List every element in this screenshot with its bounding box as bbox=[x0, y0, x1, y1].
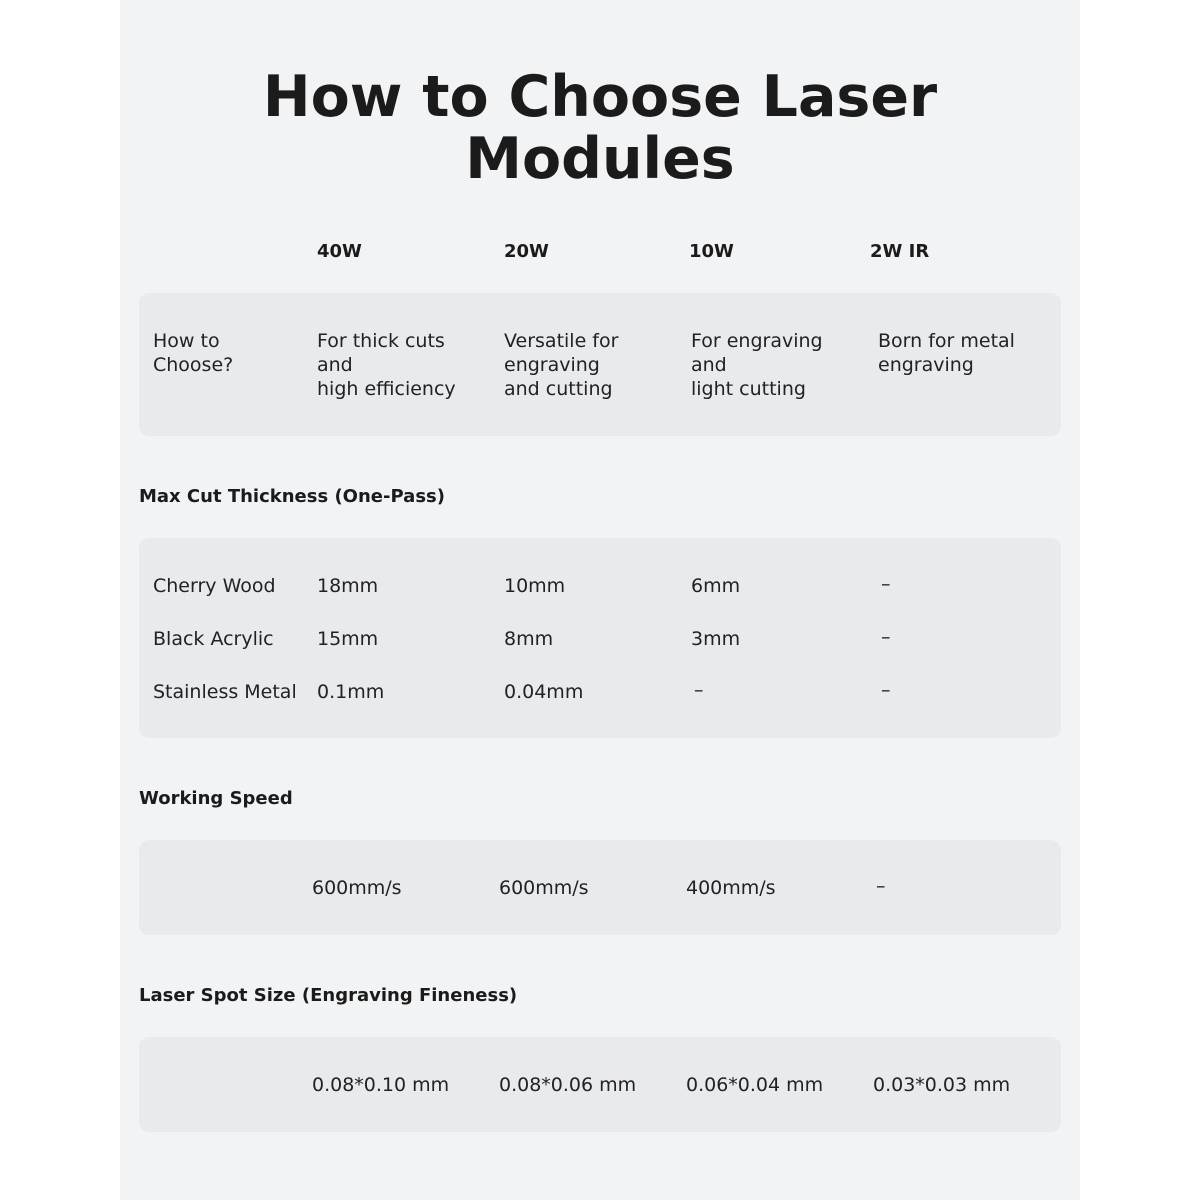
choose-2w-ir: Born for metal engraving bbox=[878, 330, 1015, 376]
section-title-cut-thickness: Max Cut Thickness (One-Pass) bbox=[139, 486, 445, 507]
working-speed-panel bbox=[139, 840, 1061, 935]
choose-20w: Versatile for engraving and cutting bbox=[504, 330, 619, 400]
choose-panel bbox=[139, 293, 1061, 436]
title-line-2: Modules bbox=[465, 126, 735, 192]
spot-40w: 0.08*0.10 mm bbox=[312, 1074, 450, 1096]
choose-10w: For engraving and light cutting bbox=[691, 330, 823, 400]
section-title-working-speed: Working Speed bbox=[139, 788, 293, 809]
black-acrylic-2w-ir: – bbox=[881, 626, 891, 648]
speed-40w: 600mm/s bbox=[312, 877, 402, 899]
column-header-40w: 40W bbox=[317, 241, 362, 262]
stainless-metal-10w: – bbox=[694, 679, 704, 701]
cherry-wood-2w-ir: – bbox=[881, 573, 891, 595]
page-title bbox=[120, 66, 1080, 190]
spot-20w: 0.08*0.06 mm bbox=[499, 1074, 637, 1096]
stainless-metal-20w: 0.04mm bbox=[504, 681, 584, 703]
column-header-10w: 10W bbox=[689, 241, 734, 262]
page bbox=[120, 0, 1080, 1200]
spot-2w-ir: 0.03*0.03 mm bbox=[873, 1074, 1011, 1096]
black-acrylic-10w: 3mm bbox=[691, 628, 741, 650]
stainless-metal-2w-ir: – bbox=[881, 679, 891, 701]
choose-label: How to Choose? bbox=[153, 330, 234, 376]
stainless-metal-40w: 0.1mm bbox=[317, 681, 385, 703]
speed-20w: 600mm/s bbox=[499, 877, 589, 899]
spot-10w: 0.06*0.04 mm bbox=[686, 1074, 824, 1096]
title-line-1: How to Choose Laser bbox=[262, 64, 938, 130]
cherry-wood-20w: 10mm bbox=[504, 575, 566, 597]
choose-40w: For thick cuts and high efficiency bbox=[317, 330, 456, 400]
cherry-wood-10w: 6mm bbox=[691, 575, 741, 597]
black-acrylic-20w: 8mm bbox=[504, 628, 554, 650]
speed-2w-ir: – bbox=[876, 875, 886, 897]
row-label-stainless-metal: Stainless Metal bbox=[153, 681, 297, 703]
column-header-2w-ir: 2W IR bbox=[870, 241, 930, 262]
cut-thickness-panel bbox=[139, 538, 1061, 738]
spot-size-panel bbox=[139, 1037, 1061, 1132]
column-header-20w: 20W bbox=[504, 241, 549, 262]
row-label-black-acrylic: Black Acrylic bbox=[153, 628, 274, 650]
cherry-wood-40w: 18mm bbox=[317, 575, 379, 597]
speed-10w: 400mm/s bbox=[686, 877, 776, 899]
row-label-cherry-wood: Cherry Wood bbox=[153, 575, 276, 597]
section-title-spot-size: Laser Spot Size (Engraving Fineness) bbox=[139, 985, 518, 1006]
black-acrylic-40w: 15mm bbox=[317, 628, 379, 650]
